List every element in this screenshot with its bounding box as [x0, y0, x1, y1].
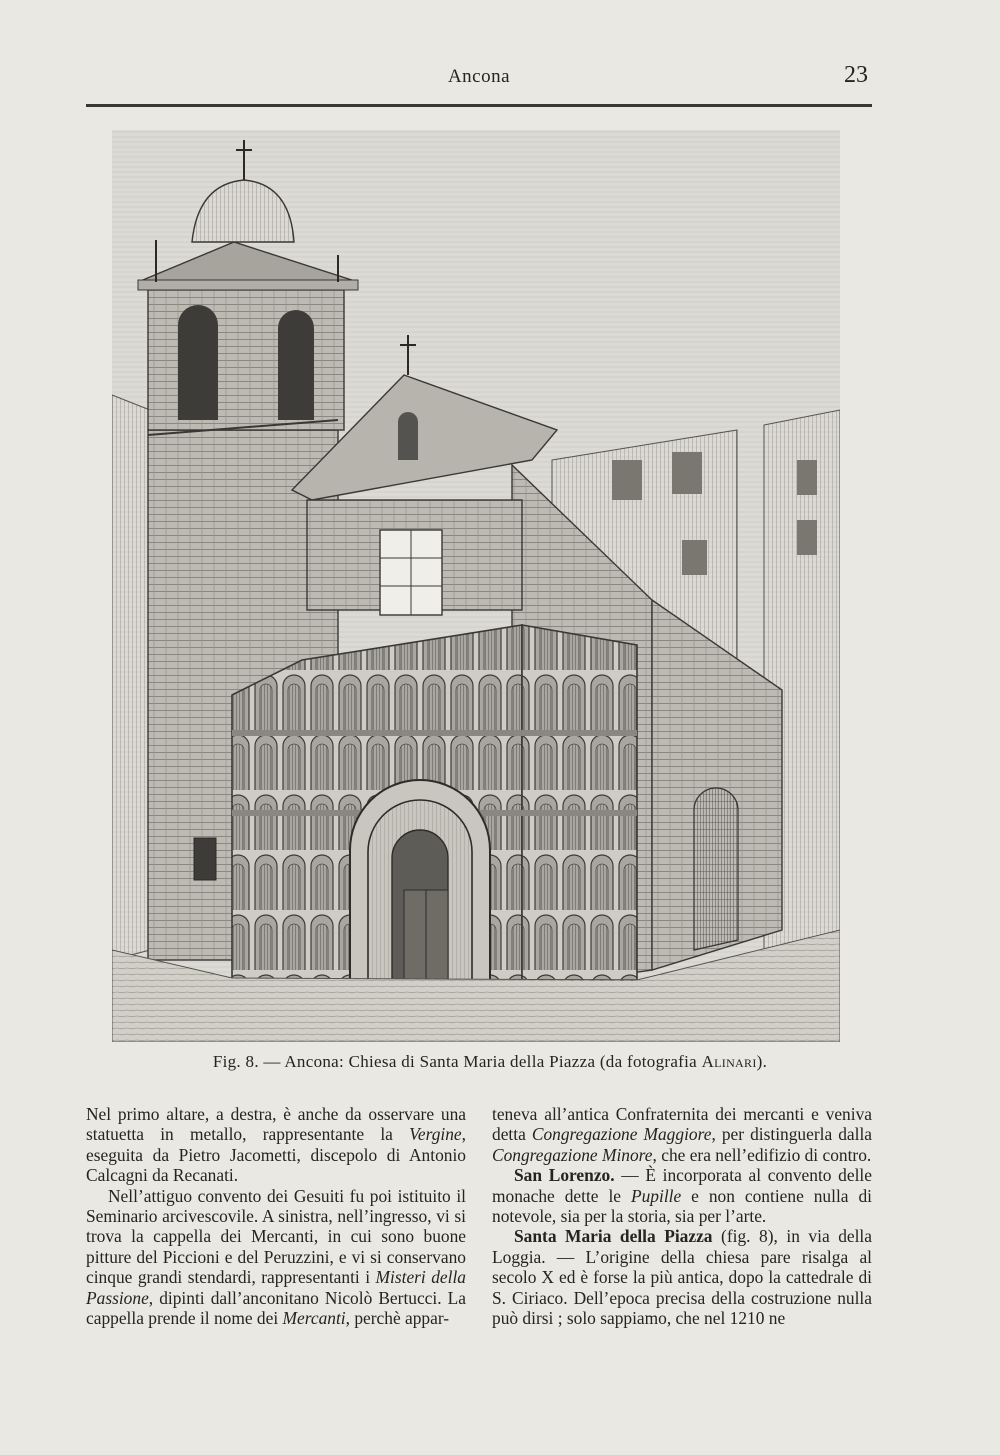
- right-column: [492, 1104, 872, 1328]
- italic-run: Mercanti: [282, 1308, 346, 1329]
- text-run: Nel primo altare, a destra, è anche da osservare una statuetta in metallo, rappresentante la: [86, 1104, 466, 1145]
- figure-caption: [110, 1052, 870, 1072]
- caption-text: Fig. 8. — Ancona: Chiesa di Santa Maria della Piazza (da fotografia: [212, 1052, 702, 1071]
- paragraph: [492, 1226, 872, 1328]
- text-run: teneva all’antica Confraternita dei mercanti e veniva detta: [492, 1104, 872, 1145]
- section-heading: San Lorenzo.: [514, 1165, 615, 1186]
- text-run: , eseguita da Pietro Jacometti, discepolo di Antonio Calcagni da Recanati.: [86, 1124, 466, 1186]
- church-engraving-drawing: [112, 130, 840, 1042]
- section-heading: Santa Maria della Piazza: [514, 1226, 713, 1247]
- paragraph: [86, 1104, 466, 1186]
- text-run: e non contiene nulla di notevole, sia per la storia, sia per l’arte.: [492, 1185, 872, 1227]
- caption-credit: Alinari: [701, 1052, 757, 1071]
- text-run: Nell’attiguo convento dei Gesuiti fu poi istituito il Seminario arcivescovile. A sinistra, nell’ingresso, vi si trova la cappella dei Mercanti, in cui sono buone pitture del Piccioni e del Peruzzini, e vi si conservano cinque grandi stendardi, rappresentanti i: [86, 1185, 466, 1288]
- running-head: [86, 62, 872, 102]
- church-engraving: [112, 130, 840, 1042]
- caption-suffix: ).: [756, 1052, 768, 1071]
- page-number: 23: [844, 62, 868, 88]
- text-run: (fig. 8), in via della Loggia. — L’origine della chiesa pare risalga al secolo X ed è forse la più antica, dopo la cattedrale di S. Ciriaco. Dell’epoca precisa della costruzione nulla può dirsi ; solo sappiamo, che nel 1210 ne: [492, 1226, 872, 1329]
- italic-run: Pupille: [630, 1185, 682, 1206]
- text-run: , dipinti dall’anconitano Nicolò Bertucci. La cappella prende il nome dei: [86, 1287, 466, 1329]
- text-run: , perchè appar-: [345, 1308, 450, 1329]
- left-column: [86, 1104, 466, 1328]
- paragraph: [492, 1104, 872, 1165]
- paragraph: [86, 1186, 466, 1329]
- text-run: — È incorporata al convento delle monache dette le: [492, 1165, 872, 1206]
- text-run: , per distinguerla dalla: [711, 1124, 873, 1145]
- italic-run: Congregazione Maggiore: [531, 1124, 712, 1145]
- italic-run: Misteri della Passione: [86, 1267, 467, 1308]
- italic-run: Congregazione Minore: [492, 1144, 653, 1165]
- text-run: , che era nell’edifizio di contro.: [652, 1144, 872, 1165]
- italic-run: Vergine: [409, 1124, 462, 1145]
- paragraph: [492, 1165, 872, 1226]
- header-rule: [86, 104, 872, 107]
- running-title: Ancona: [447, 66, 511, 87]
